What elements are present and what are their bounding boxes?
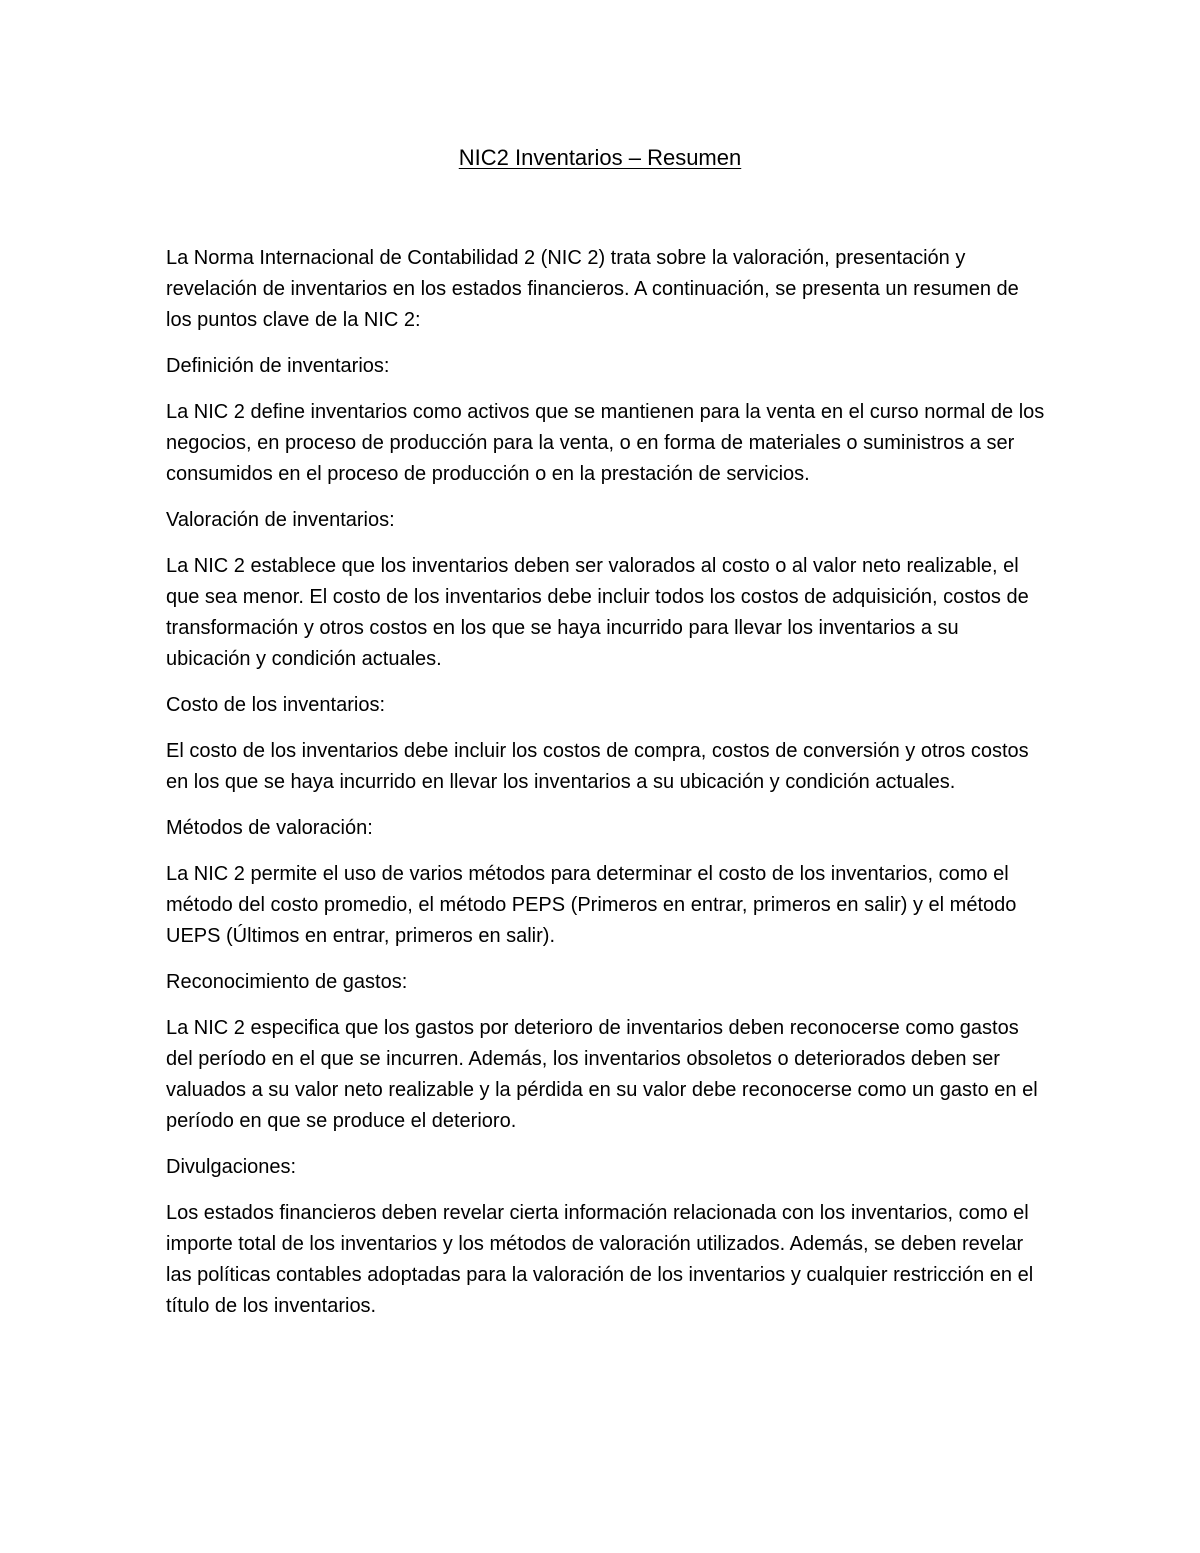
section-heading-costo: Costo de los inventarios: [166,694,386,716]
section-body-valoracion: La NIC 2 establece que los inventarios deben ser valorados al costo o al valor neto realizable, el que sea menor. El costo de los inventarios debe incluir todos los costos de adquisición, costos de transformación y otros costos en los que se haya incurrido para llevar los inventarios a su ubicación y condición actuales. [166,555,1029,670]
section-heading-definicion: Definición de inventarios: [166,355,390,377]
section-body-divulgaciones: Los estados financieros deben revelar cierta información relacionada con los inventarios, como el importe total de los inventarios y los métodos de valoración utilizados. Además, se deben revelar las políticas contables adoptadas para la valoración de los inventarios y cualquier restricción en el título de los inventarios. [166,1202,1034,1317]
section-body-definicion: La NIC 2 define inventarios como activos que se mantienen para la venta en el curso normal de los negocios, en proceso de producción para la venta, o en forma de materiales o suministros a ser consumidos en el proceso de producción o en la prestación de servicios. [166,401,1045,485]
section-body-reconocimiento: La NIC 2 especifica que los gastos por deterioro de inventarios deben reconocerse como gastos del período en el que se incurren. Además, los inventarios obsoletos o deteriorados deben ser valuados a su valor neto realizable y la pérdida en su valor debe reconocerse como un gasto en el período en que se produce el deterioro. [166,1017,1038,1132]
section-body-costo: El costo de los inventarios debe incluir los costos de compra, costos de conversión y otros costos en los que se haya incurrido en llevar los inventarios a su ubicación y condición actuales. [166,740,1029,793]
section-heading-metodos: Métodos de valoración: [166,817,373,839]
document-title: NIC2 Inventarios – Resumen [458,145,742,170]
document-body [166,243,1046,1337]
intro-paragraph: La Norma Internacional de Contabilidad 2 (NIC 2) trata sobre la valoración, presentación y revelación de inventarios en los estados financieros. A continuación, se presenta un resumen de los puntos clave de la NIC 2: [166,247,1019,331]
section-body-metodos: La NIC 2 permite el uso de varios métodos para determinar el costo de los inventarios, como el método del costo promedio, el método PEPS (Primeros en entrar, primeros en salir) y el método UEPS (Últimos en entrar, primeros en salir). [166,863,1017,947]
section-heading-valoracion: Valoración de inventarios: [166,509,395,531]
section-heading-reconocimiento: Reconocimiento de gastos: [166,971,408,993]
section-heading-divulgaciones: Divulgaciones: [166,1156,297,1178]
